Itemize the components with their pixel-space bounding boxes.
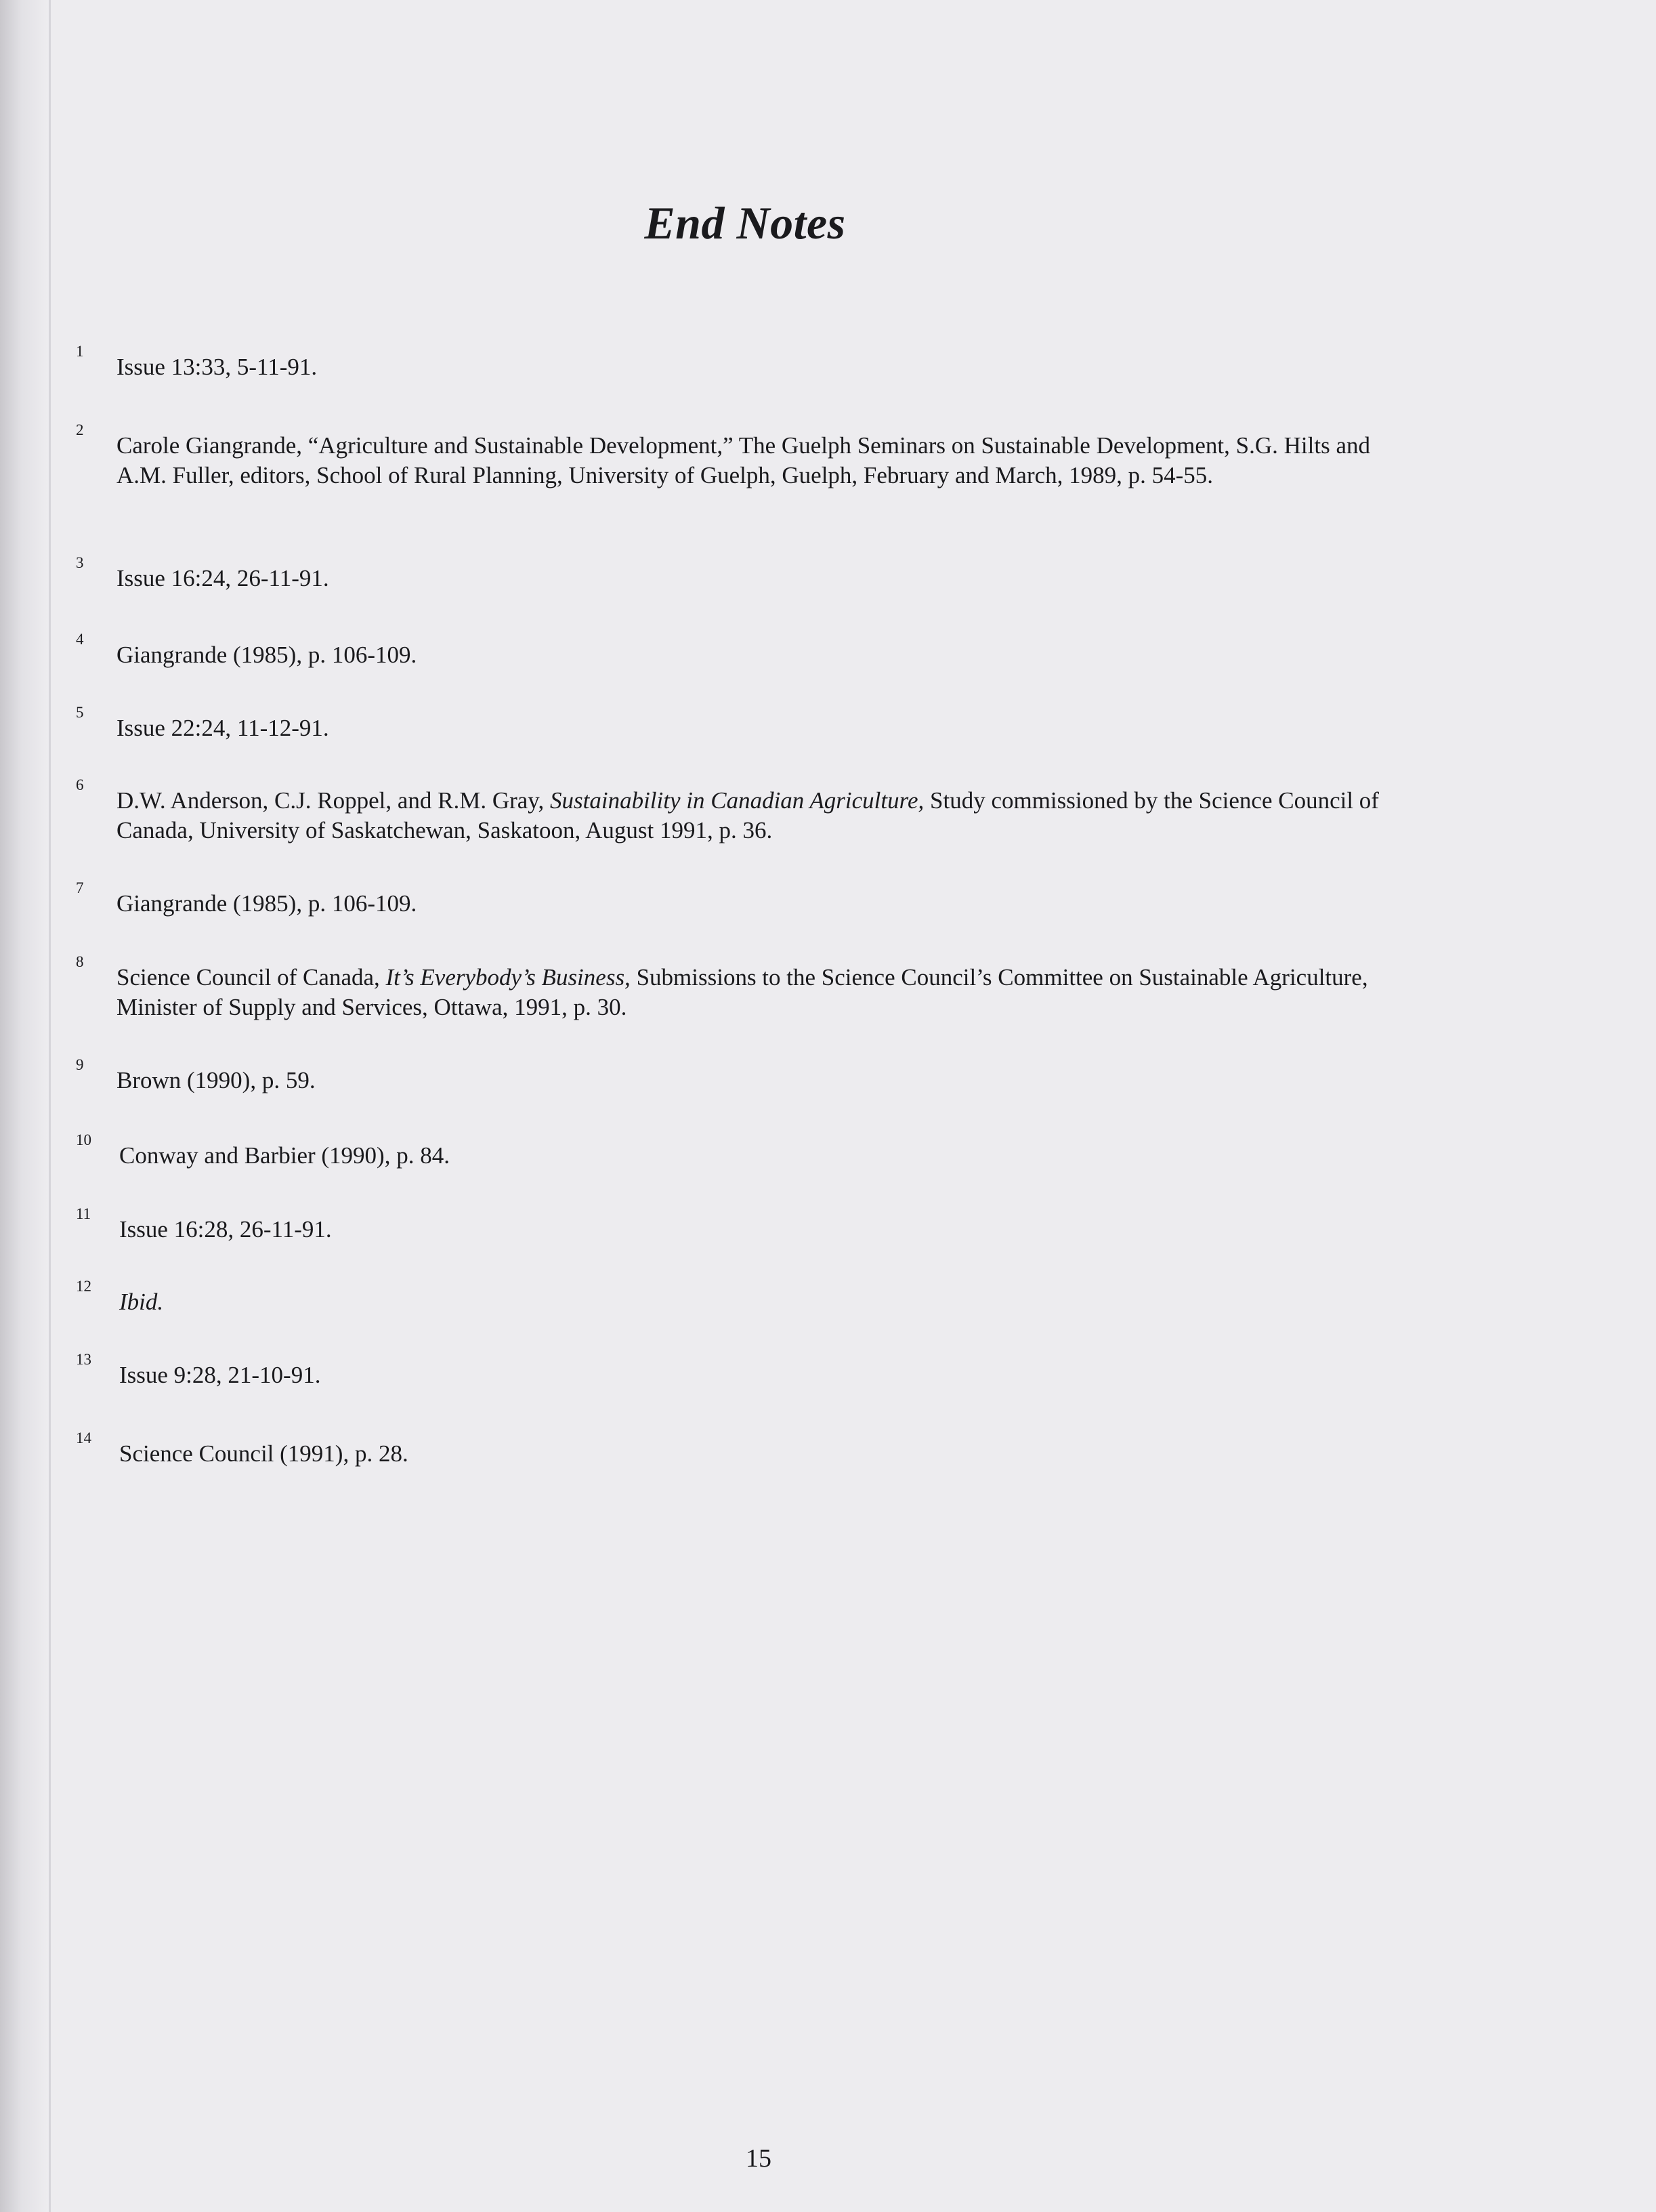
note-number: 8 <box>76 953 84 970</box>
end-note-1 <box>76 343 1424 382</box>
note-text: Science Council of Canada, It’s Everybody’s Business, Submissions to the Science Council’s Committee on Sustainable Agriculture, Minister of Supply and Services, Ottawa, 1991, p. 30. <box>116 964 1368 1020</box>
page-edge <box>49 0 51 2212</box>
note-text: Brown (1990), p. 59. <box>116 1067 316 1093</box>
end-note-2 <box>76 421 1424 491</box>
note-number: 4 <box>76 631 84 648</box>
page-number: 15 <box>746 2144 771 2173</box>
binding-shadow <box>0 0 47 2212</box>
note-number: 13 <box>76 1351 91 1368</box>
note-number: 1 <box>76 343 84 360</box>
note-title-italic: It’s Everybody’s Business, <box>385 964 631 990</box>
note-title-italic: Sustainability in Canadian Agriculture, <box>550 787 925 814</box>
note-number: 3 <box>76 554 84 571</box>
note-number: 5 <box>76 704 84 721</box>
note-text: Giangrande (1985), p. 106-109. <box>116 890 417 917</box>
note-text: Issue 22:24, 11-12-91. <box>116 715 329 741</box>
note-text: Giangrande (1985), p. 106-109. <box>116 642 417 668</box>
note-text: Issue 9:28, 21-10-91. <box>119 1362 321 1388</box>
note-number: 2 <box>76 421 84 438</box>
end-note-5 <box>76 704 1424 743</box>
note-number: 7 <box>76 879 84 896</box>
note-number: 14 <box>76 1430 91 1446</box>
note-number: 11 <box>76 1205 91 1222</box>
note-number: 12 <box>76 1278 91 1295</box>
end-note-12 <box>76 1278 1424 1317</box>
note-text: Science Council (1991), p. 28. <box>119 1440 408 1467</box>
note-text: Issue 16:24, 26-11-91. <box>116 565 329 591</box>
end-note-4 <box>76 631 1424 670</box>
end-note-13 <box>76 1351 1424 1390</box>
note-text: Issue 16:28, 26-11-91. <box>119 1216 332 1243</box>
note-number: 10 <box>76 1131 91 1148</box>
end-note-10 <box>76 1131 1424 1171</box>
end-note-8 <box>76 953 1424 1022</box>
note-number: 6 <box>76 776 84 793</box>
end-note-9 <box>76 1056 1424 1095</box>
end-note-6 <box>76 776 1424 846</box>
note-text: D.W. Anderson, C.J. Roppel, and R.M. Gray, Sustainability in Canadian Agriculture, Study commissioned by the Science Council of Canada, University of Saskatchewan, Saskatoon, August 1991, p. 36. <box>116 787 1379 843</box>
end-note-7 <box>76 879 1424 919</box>
note-text: Ibid. <box>119 1289 164 1315</box>
end-note-3 <box>76 554 1424 593</box>
note-number: 9 <box>76 1056 84 1073</box>
note-text: Issue 13:33, 5-11-91. <box>116 354 318 380</box>
end-note-11 <box>76 1205 1424 1245</box>
page-title: End Notes <box>644 197 846 249</box>
end-note-14 <box>76 1430 1424 1469</box>
note-text: Conway and Barbier (1990), p. 84. <box>119 1142 450 1169</box>
note-text: Carole Giangrande, “Agriculture and Sustainable Development,” The Guelph Seminars on Sustainable Development, S.G. Hilts and A.M. Fuller, editors, School of Rural Planning, University of Guelph, Guelph, February and March, 1989, p. 54-55. <box>116 432 1370 488</box>
